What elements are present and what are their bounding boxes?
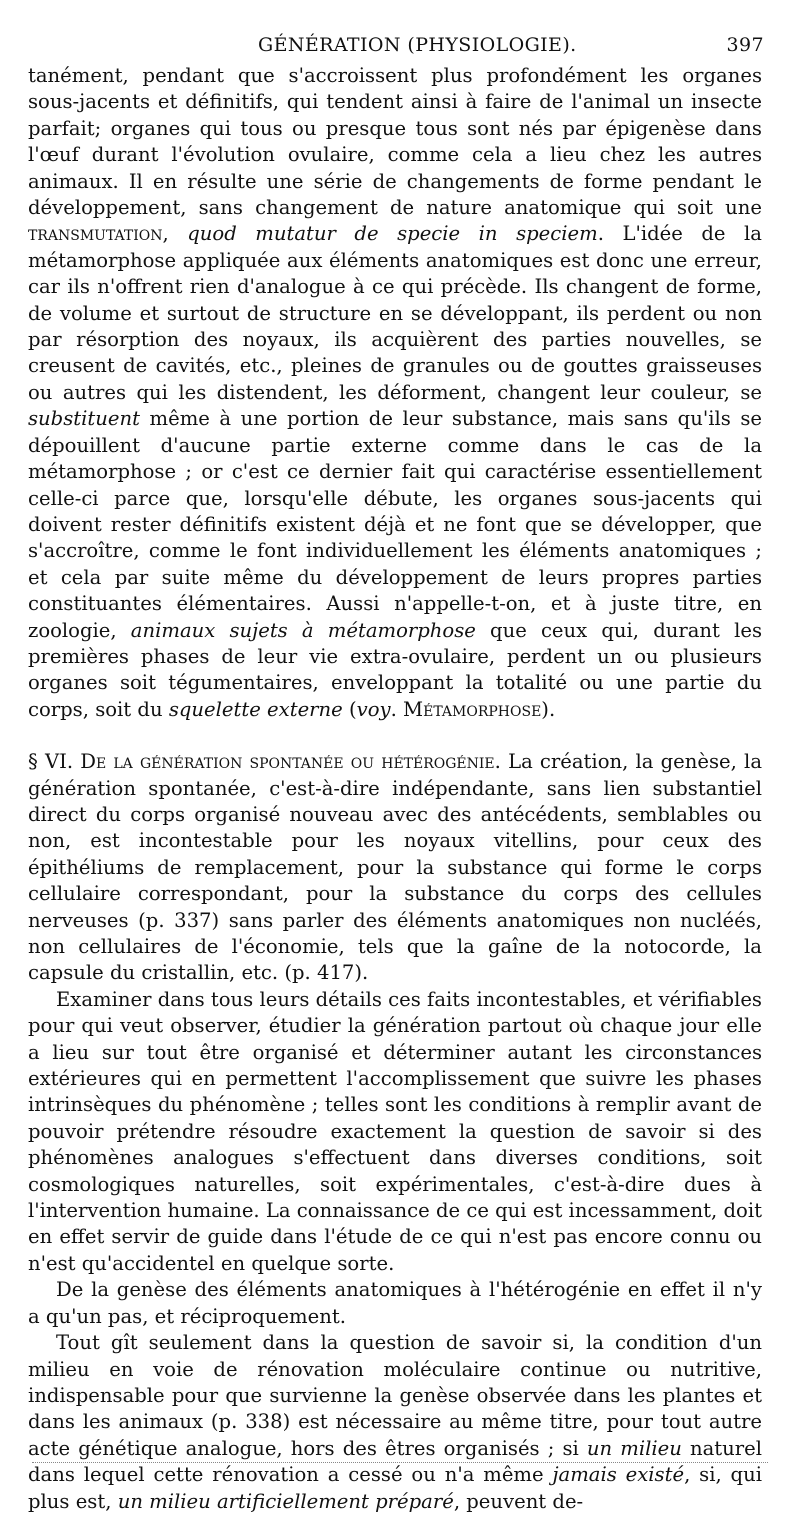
section-text: La création, la genèse, la génération spontanée, c'est-à-dire indépendante, sans lien substantiel direct du corps organisé nouveau avec des antécédents, semblables ou non, est incontestable pour les noyaux vitellins, pour ceux des épithéliums de remplacement, pour la substance qui forme le corps cellulaire correspondant, pour la substance du corps des cellules nerveuses (p. 337) sans parler des éléments anatomiques non nucléés, non cellulaires de l'économie, tels que la gaîne de la notocorde, la capsule du cristallin, etc. (p. 417). — [28, 750, 762, 985]
smallcaps-term: transmutation — [28, 222, 163, 246]
italic-term: jamais existé — [552, 1463, 685, 1487]
running-title — [258, 34, 577, 56]
section-heading: De la génération spontanée ou hétérogénie. — [80, 750, 501, 774]
text-run: tanément, pendant que s'accroissent plus profondément les organes sous-jacents et définitifs, qui tendent ainsi à faire de l'animal un insecte parfait; organes qui tous ou presque tous sont nés par épigenèse dans l'œuf durant l'évolution ovulaire, comme cela a lieu chez les autres animaux. Il en résulte une série de changements de forme pendant le développement, sans changement de nature anatomique qui soit une — [28, 64, 762, 220]
text-run: même à une portion de leur substance, mais sans qu'ils se dépouillent d'aucune partie externe comme dans le cas de la métamorphose ; or c'est ce dernier fait qui caractérise essentiellement celle-ci parce que, lorsqu'elle débute, les organes sous-jacents qui doivent rester définitifs existent déjà et ne font que se développer, que s'accroître, comme le font individuellement les éléments anatomiques ; et cela par suite même du développement de leurs propres parties constituantes élémentaires. Aussi n'appelle-t-on, et à juste titre, en zoologie, — [28, 407, 762, 642]
paragraph-examiner: Examiner dans tous leurs détails ces faits incontestables, et vérifiables pour qui veut observer, étudier la génération partout où chaque jour elle a lieu sur tout être organisé et déterminer autant les circonstances extérieures qui en permettent l'accomplissement que suivre les phases intrinsèques du phénomène ; telles sont les conditions à remplir avant de pouvoir prétendre résoudre exactement la question de savoir si des phénomènes analogues s'effectuent dans diverses conditions, soit cosmologiques naturelles, soit expérimentales, c'est-à-dire dues à l'intervention humaine. La connaissance de ce qui est incessamment, doit en effet servir de guide dans l'étude de ce qui n'est pas encore connu ou n'est qu'accidentel en quelque sorte. — [28, 987, 762, 1275]
text-run: naturel dans lequel cette rénovation a cessé ou n'a même — [28, 1436, 762, 1487]
italic-term: animaux sujets à métamorphose — [130, 618, 476, 642]
text-run: . L'idée de la métamorphose appliquée aux éléments anatomiques est donc une erreur, car ils n'offrent rien d'analogue à ce qui précède. Ils changent de forme, de volume et surtout de structure en se développant, ils perdent ou non par résorption des noyaux, ils acquièrent des parties nouvelles, se creusent de cavités, etc., pleines de granules ou de gouttes graisseuses ou autres qui les distendent, les déforment, changent leur couleur, se — [28, 222, 762, 404]
body-text — [28, 63, 762, 1515]
paragraph-tout-git — [28, 1330, 762, 1515]
text-run: Tout gît seulement dans la question de savoir si, la condition d'un milieu en voie de rénovation moléculaire continue ou nutritive, indispensable pour que survienne la genèse observée dans les plantes et dans les animaux (p. 338) est nécessaire au même titre, pour tout autre acte génétique analogue, hors des êtres organisés ; si — [28, 1331, 762, 1460]
paragraph-genese: De la genèse des éléments anatomiques à l'hétérogénie en effet il n'y a qu'un pas, et réciproquement. — [28, 1278, 762, 1328]
text-run: , si, qui plus est, — [28, 1463, 762, 1513]
paragraph-metamorphosis — [28, 63, 762, 723]
text-run: . — [390, 697, 404, 721]
latin-phrase: quod mutatur de specie in speciem — [187, 222, 598, 246]
text-run: ( — [342, 697, 357, 721]
footer-dotted-rule — [32, 1462, 768, 1463]
text-run: , — [162, 222, 188, 246]
italic-term: voy — [356, 697, 391, 721]
section-vi — [28, 749, 762, 987]
page-number: 397 — [726, 34, 764, 56]
header-subtitle: (PHYSIOLOGIE). — [407, 34, 577, 56]
header-title: GÉNÉRATION — [258, 34, 401, 56]
italic-term: squelette externe — [168, 697, 343, 721]
text-run: , peuvent de- — [453, 1489, 584, 1513]
text-run: que ceux qui, durant les premières phases de leur vie extra-ovulaire, perdent un ou plusieurs organes soit tégumentaires, enveloppant la totalité ou une partie du corps, soit du — [28, 618, 762, 721]
section-mark: § VI. — [28, 750, 74, 774]
cross-reference: Métamorphose — [403, 697, 542, 721]
text-run: ). — [541, 697, 556, 721]
italic-term: un milieu artificiellement préparé — [117, 1489, 454, 1513]
italic-term: substituent — [28, 407, 140, 431]
italic-term: un milieu — [586, 1436, 682, 1460]
